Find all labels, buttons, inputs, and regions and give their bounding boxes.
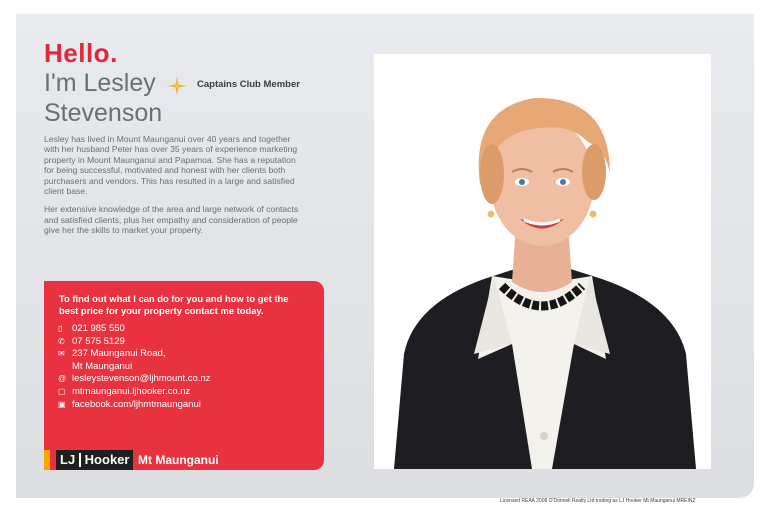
- captains-club-badge: Captains Club Member: [197, 79, 300, 90]
- contact-address-line2: [58, 361, 211, 374]
- logo-wordmark: LJ Hooker: [56, 450, 133, 470]
- mobile-icon: ▯: [58, 324, 63, 333]
- contact-mobile-text: 021 985 550: [72, 323, 125, 334]
- contact-address-text: Mt Maunganui: [72, 360, 133, 372]
- web-icon: ▢: [58, 386, 66, 396]
- facebook-icon: ▣: [58, 399, 66, 409]
- lj-hooker-logo: [44, 450, 133, 470]
- license-footer: Licensed REAA 2008 O'Donnell Realty Ltd trading as LJ Hooker Mt Maunganui MREINZ: [500, 498, 696, 504]
- contact-email-text: lesleystevenson@ljhmount.co.nz: [72, 373, 211, 385]
- contact-phone[interactable]: [58, 336, 211, 349]
- mail-icon: ✉: [58, 349, 65, 359]
- office-name: Mt Maunganui: [138, 453, 219, 467]
- contact-facebook-text: facebook.com/ljhmtmaunganui: [72, 398, 201, 410]
- agent-bio: [44, 134, 308, 244]
- agent-name-line2: Stevenson: [44, 99, 163, 127]
- contact-mobile[interactable]: [58, 323, 211, 336]
- contact-phone-text: 07 575 5129: [72, 335, 125, 347]
- contact-facebook[interactable]: [58, 399, 211, 412]
- agent-photo: [374, 54, 711, 469]
- contact-list: [58, 323, 211, 411]
- contact-website-text: mtmaunganui.ljhooker.co.nz: [72, 385, 191, 397]
- agent-name-line1: I'm Lesley: [44, 69, 156, 97]
- phone-icon: ✆: [58, 336, 65, 346]
- bio-paragraph: Lesley has lived in Mount Maunganui over 40 years and together with her husband Peter has over 35 years of experience marketing property in Mount Maunganui and Papamoa. She has a reputation for being successful, motivated and honest with her clients both purchasers and vendors. This has resulted in a large and satisfied client base.: [44, 134, 298, 197]
- bio-paragraph: Her extensive knowledge of the area and large network of contacts and satisfied clients, plus her empathy and consideration of people give her the skills to market your property.: [44, 204, 299, 236]
- contact-website[interactable]: [58, 386, 211, 399]
- at-icon: @: [58, 374, 67, 384]
- contact-address-text: 237 Maunganui Road,: [72, 348, 166, 360]
- agent-portrait: [374, 54, 711, 469]
- contact-address-line1: [58, 348, 211, 361]
- greeting-heading: Hello.: [44, 38, 118, 68]
- logo-stripes: [44, 450, 56, 470]
- contact-email[interactable]: [58, 373, 211, 386]
- star-icon: [166, 75, 188, 97]
- contact-panel: [44, 281, 324, 470]
- agent-name: [44, 68, 174, 128]
- contact-call-to-action: To find out what I can do for you and how to get the best price for your property contact me today.: [59, 293, 289, 316]
